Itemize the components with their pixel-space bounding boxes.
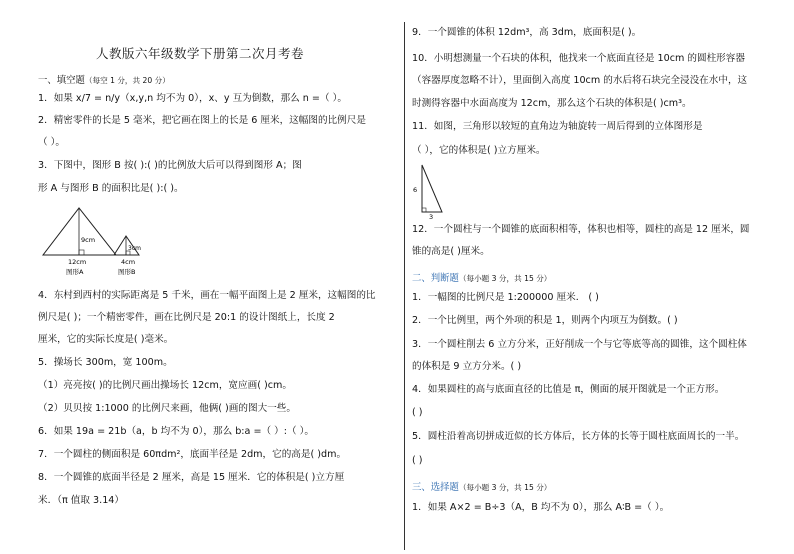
judge-3-line-1: 3．一个圆柱削去 6 立方分米，正好削成一个与它等底等高的圆锥，这个圆柱体 [412,339,747,350]
page-title: 人教版六年级数学下册第二次月考卷 [95,46,304,61]
question-7: 7．一个圆柱的侧面积是 60πdm²，底面半径是 2dm，它的高是( )dm。 [38,449,347,460]
section-true-false [412,270,551,284]
judge-5-line-2: ( ) [412,455,423,466]
triangle-figures [38,200,158,280]
section-scoring: （每小题 3 分，共 15 分） [458,274,552,283]
figure-b-base: 4cm [121,258,136,266]
question-10-line-3: 时测得容器中水面高度为 12cm，那么这个石块的体积是( )cm³。 [412,98,692,109]
section-title: 一、填空题 [38,75,85,86]
triangle-side-label: 6 [413,186,418,194]
question-3-line-2: 形 A 与图形 B 的面积比是( ):( )。 [38,183,184,194]
section-title: 二、判断题 [412,273,459,284]
section-multiple-choice [412,479,551,493]
question-10-line-1: 10．小明想测量一个石块的体积，他找来一个底面直径是 10cm 的圆柱形容器 [412,53,745,64]
question-4-line-2: 例尺是( )；一个精密零件，画在比例尺是 20:1 的设计图纸上，长度 2 [38,312,335,323]
section-scoring: （每小题 3 分，共 15 分） [458,483,552,492]
figure-a-label: 图形A [66,268,84,276]
figure-a-height: 9cm [81,236,96,244]
section-fill-in [38,72,170,86]
question-10-line-2: （容器厚度忽略不计），里面倒入高度 10cm 的水后将石块完全浸没在水中，这 [412,75,748,86]
question-5-part-1: （1）亮亮按( )的比例尺画出操场长 12cm，宽应画( )cm。 [38,380,292,391]
question-2-line-2: （ ）。 [38,137,66,148]
judge-1: 1．一幅图的比例尺是 1:200000 厘米． ( ) [412,292,599,303]
figure-b-label: 图形B [118,268,136,276]
triangle-a [43,208,116,276]
question-12-line-1: 12．一个圆柱与一个圆锥的底面积相等，体积也相等，圆柱的高是 12 厘米，圆 [412,224,750,235]
judge-5-line-1: 5．圆柱沿着高切拼成近似的长方体后，长方体的长等于圆柱底面周长的一半。 [412,431,745,442]
question-8-line-1: 8．一个圆锥的底面半径是 2 厘米，高是 15 厘米．它的体积是( )立方厘 [38,472,345,483]
column-divider [404,22,405,550]
question-2-line-1: 2．精密零件的长是 5 毫米，把它画在图上的长是 6 厘米，这幅图的比例尺是 [38,115,366,126]
question-11-line-1: 11．如图，三角形以较短的直角边为轴旋转一周后得到的立体图形是 [412,121,703,132]
section-title: 三、选择题 [412,482,459,493]
question-4-line-1: 4．东村到西村的实际距离是 5 千米，画在一幅平面图上是 2 厘米，这幅图的比 [38,290,376,301]
right-triangle-figure [410,160,460,220]
question-4-line-3: 厘米，它的实际长度是( )毫米。 [38,334,174,345]
section-scoring: （每空 1 分，共 20 分） [84,76,170,85]
question-5: 5．操场长 300m，宽 100m。 [38,357,173,368]
judge-2: 2．一个比例里，两个外项的积是 1，则两个内项互为倒数。( ) [412,315,678,326]
judge-4-line-1: 4．如果圆柱的高与底面直径的比值是 π，侧面的展开图就是一个正方形。 [412,384,725,395]
question-9: 9．一个圆锥的体积 12dm³，高 3dm，底面积是( )。 [412,27,642,38]
judge-4-line-2: ( ) [412,407,423,418]
judge-3-line-2: 的体积是 9 立方分米。( ) [412,361,522,372]
triangle-b [114,236,141,276]
question-6: 6．如果 19a = 21b（a，b 均不为 0），那么 b:a =（ ）:（ ）。 [38,426,315,437]
question-3-line-1: 3．下图中，图形 B 按( ):( )的比例放大后可以得到图形 A；图 [38,160,302,171]
figure-a-base: 12cm [68,258,87,266]
figure-b-height: 3cm [128,245,141,252]
question-11-line-2: （ ），它的体积是( )立方厘米。 [412,145,546,156]
triangle-base-label: 3 [429,213,434,220]
question-1: 1．如果 x/7 = n/y（x,y,n 均不为 0），x、y 互为倒数，那么 n =（ ）。 [38,93,347,104]
choice-1: 1．如果 A×2 = B÷3（A，B 均不为 0），那么 A∶B =（ ）。 [412,502,670,513]
question-5-part-2: （2）贝贝按 1:1000 的比例尺来画，他俩( )画的图大一些。 [38,403,296,414]
question-12-line-2: 锥的高是( )厘米。 [412,246,490,257]
question-8-line-2: 米．（π 值取 3.14） [38,495,124,506]
